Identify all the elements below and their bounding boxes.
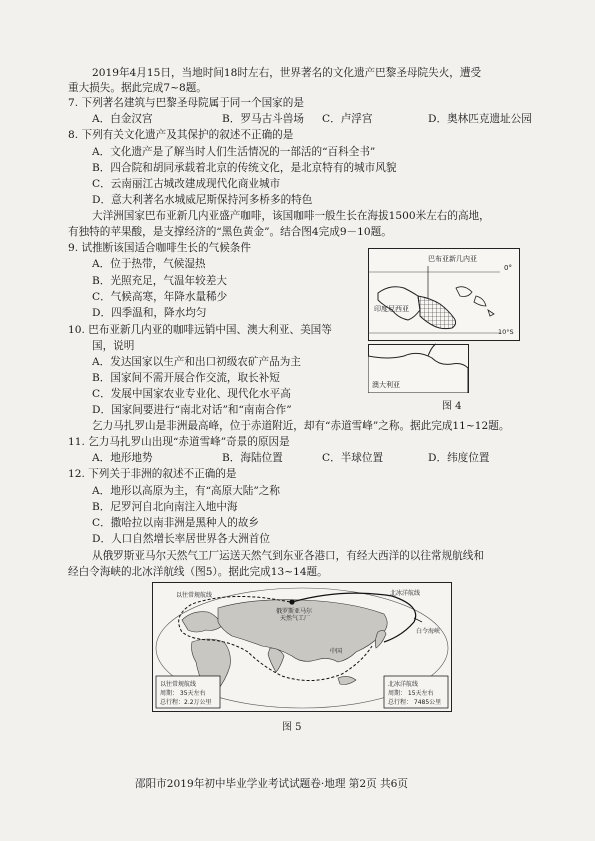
question-12-option-c[interactable]: C．撒哈拉以南非洲是黑种人的故乡 xyxy=(92,517,260,529)
question-9-stem: 9. 试推断该国适合咖啡生长的气候条件 xyxy=(68,242,251,254)
figure-5-legend-new-title: 北冰洋航线 xyxy=(388,681,419,688)
question-9-option-b[interactable]: B．光照充足，气温年较差大 xyxy=(92,275,227,287)
figure-4-label-indonesia: 印度尼西亚 xyxy=(374,305,409,313)
question-8-option-c[interactable]: C．云南丽江古城改建成现代化商业城市 xyxy=(92,178,281,190)
question-8-stem: 8. 下列有关文化遗产及其保护的叙述不正确的是 xyxy=(68,129,294,141)
intro-9-10-line1: 大洋洲国家巴布亚新几内亚盛产咖啡，该国咖啡一般生长在海拔1500米左右的高地， xyxy=(92,210,490,222)
figure-5-label-arctic-route: 北冰洋航线 xyxy=(390,590,421,597)
figure-4-label-png: 巴布亚新几内亚 xyxy=(428,255,477,263)
question-7-option-b[interactable]: B．罗马古斗兽场 xyxy=(222,113,304,125)
figure-4-caption: 图 4 xyxy=(442,401,462,412)
question-8-option-a[interactable]: A．文化遗产是了解当时人们生活情况的一部活的“百科全书” xyxy=(92,146,376,158)
figure-4-label-10s: 10°S xyxy=(498,328,514,336)
figure-5-label-factory-2: 天然气工厂 xyxy=(280,615,311,622)
intro-13-14-line2: 经白令海峡的北冰洋航线（图5）。据此完成13~14题。 xyxy=(68,566,328,578)
question-11-option-d[interactable]: D．纬度位置 xyxy=(428,452,490,464)
question-7-option-c[interactable]: C．卢浮宫 xyxy=(322,113,373,125)
question-10-stem-line1: 10. 巴布亚新几内亚的咖啡远销中国、澳大利亚、美国等 xyxy=(68,324,332,336)
question-7-option-a[interactable]: A．白金汉宫 xyxy=(92,113,153,125)
figure-5-caption: 图 5 xyxy=(282,722,302,733)
question-10-option-c[interactable]: C．发展中国家农业专业化、现代化水平高 xyxy=(92,388,291,400)
question-11-option-b[interactable]: B．海陆位置 xyxy=(222,452,283,464)
question-12-stem: 12. 下列关于非洲的叙述不正确的是 xyxy=(68,468,237,480)
figure-5-label-old-route: 以往常规航线 xyxy=(176,592,213,599)
intro-13-14-line1: 从俄罗斯亚马尔天然气工厂运送天然气到东亚各港口，有经大西洋的以往常规航线和 xyxy=(92,550,484,562)
figure-5-legend-new-period: 周期： 15天左右 xyxy=(388,690,434,697)
question-11-stem: 11. 乞力马扎罗山出现“赤道雪峰”奇景的原因是 xyxy=(68,436,290,448)
figure-4-map xyxy=(368,248,520,393)
figure-5-legend-old-title: 以往常规航线 xyxy=(160,681,197,688)
figure-4-label-australia: 澳大利亚 xyxy=(372,381,400,389)
question-10-option-d[interactable]: D．国家间要进行“南北对话”和“南南合作” xyxy=(92,404,292,416)
intro-7-8-line1: 2019年4月15日，当地时间18时左右，世界著名的文化遗产巴黎圣母院失火，遭受 xyxy=(92,67,482,79)
question-8-option-b[interactable]: B．四合院和胡同承载着北京的传统文化，是北京特有的城市风貌 xyxy=(92,162,397,174)
figure-5-label-china: 中国 xyxy=(330,648,343,655)
figure-5-legend-new-distance: 总行程： 7485公里 xyxy=(388,699,442,706)
question-9-option-c[interactable]: C．气候高寒，年降水量稀少 xyxy=(92,291,228,303)
figure-5-label-factory-1: 俄罗斯亚马尔 xyxy=(276,608,313,615)
figure-5-legend-old-distance: 总行程：2.2万公里 xyxy=(160,699,212,706)
question-10-option-b[interactable]: B．国家间不需开展合作交流，取长补短 xyxy=(92,372,280,384)
figure-5-label-bering: 白令海峡 xyxy=(416,628,441,635)
figure-5-map xyxy=(152,582,452,712)
intro-9-10-line2: 有独特的苹果酸，是支撑经济的“黑色黄金”。结合图4完成9－10题。 xyxy=(68,226,392,238)
question-7-option-d[interactable]: D．奥林匹克遗址公园 xyxy=(428,113,532,125)
page-footer: 邵阳市2019年初中毕业学业考试试题卷·地理 第2页 共6页 xyxy=(135,778,409,790)
question-11-option-c[interactable]: C．半球位置 xyxy=(322,452,384,464)
intro-7-8-line2: 重大损失。据此完成7~8题。 xyxy=(68,82,207,94)
figure-4-label-0deg: 0° xyxy=(504,264,512,272)
question-7-stem: 7. 下列著名建筑与巴黎圣母院属于同一个国家的是 xyxy=(68,97,304,109)
figure-5-legend-old-period: 周期： 35天左右 xyxy=(160,690,206,697)
question-12-option-d[interactable]: D．人口自然增长率居世界各大洲首位 xyxy=(92,533,270,545)
question-9-option-a[interactable]: A．位于热带，气候湿热 xyxy=(92,258,206,270)
question-12-option-a[interactable]: A．地形以高原为主，有“高原大陆”之称 xyxy=(92,485,280,497)
intro-11-12-line1: 乞力马扎罗山是非洲最高峰，位于赤道附近，却有“赤道雪峰”之称。据此完成11~12题。 xyxy=(92,420,510,432)
question-12-option-b[interactable]: B．尼罗河自北向南注入地中海 xyxy=(92,501,238,513)
question-9-option-d[interactable]: D．四季温和，降水均匀 xyxy=(92,307,207,319)
question-11-option-a[interactable]: A．地形地势 xyxy=(92,452,153,464)
figure-5-factory-marker xyxy=(289,599,294,604)
figure-4-svg xyxy=(368,248,520,393)
question-10-option-a[interactable]: A．发达国家以生产和出口初级农矿产品为主 xyxy=(92,356,301,368)
question-8-option-d[interactable]: D．意大利著名水城威尼斯保持河多桥多的特色 xyxy=(92,194,313,206)
question-10-stem-line2: 国，说明 xyxy=(92,340,135,352)
